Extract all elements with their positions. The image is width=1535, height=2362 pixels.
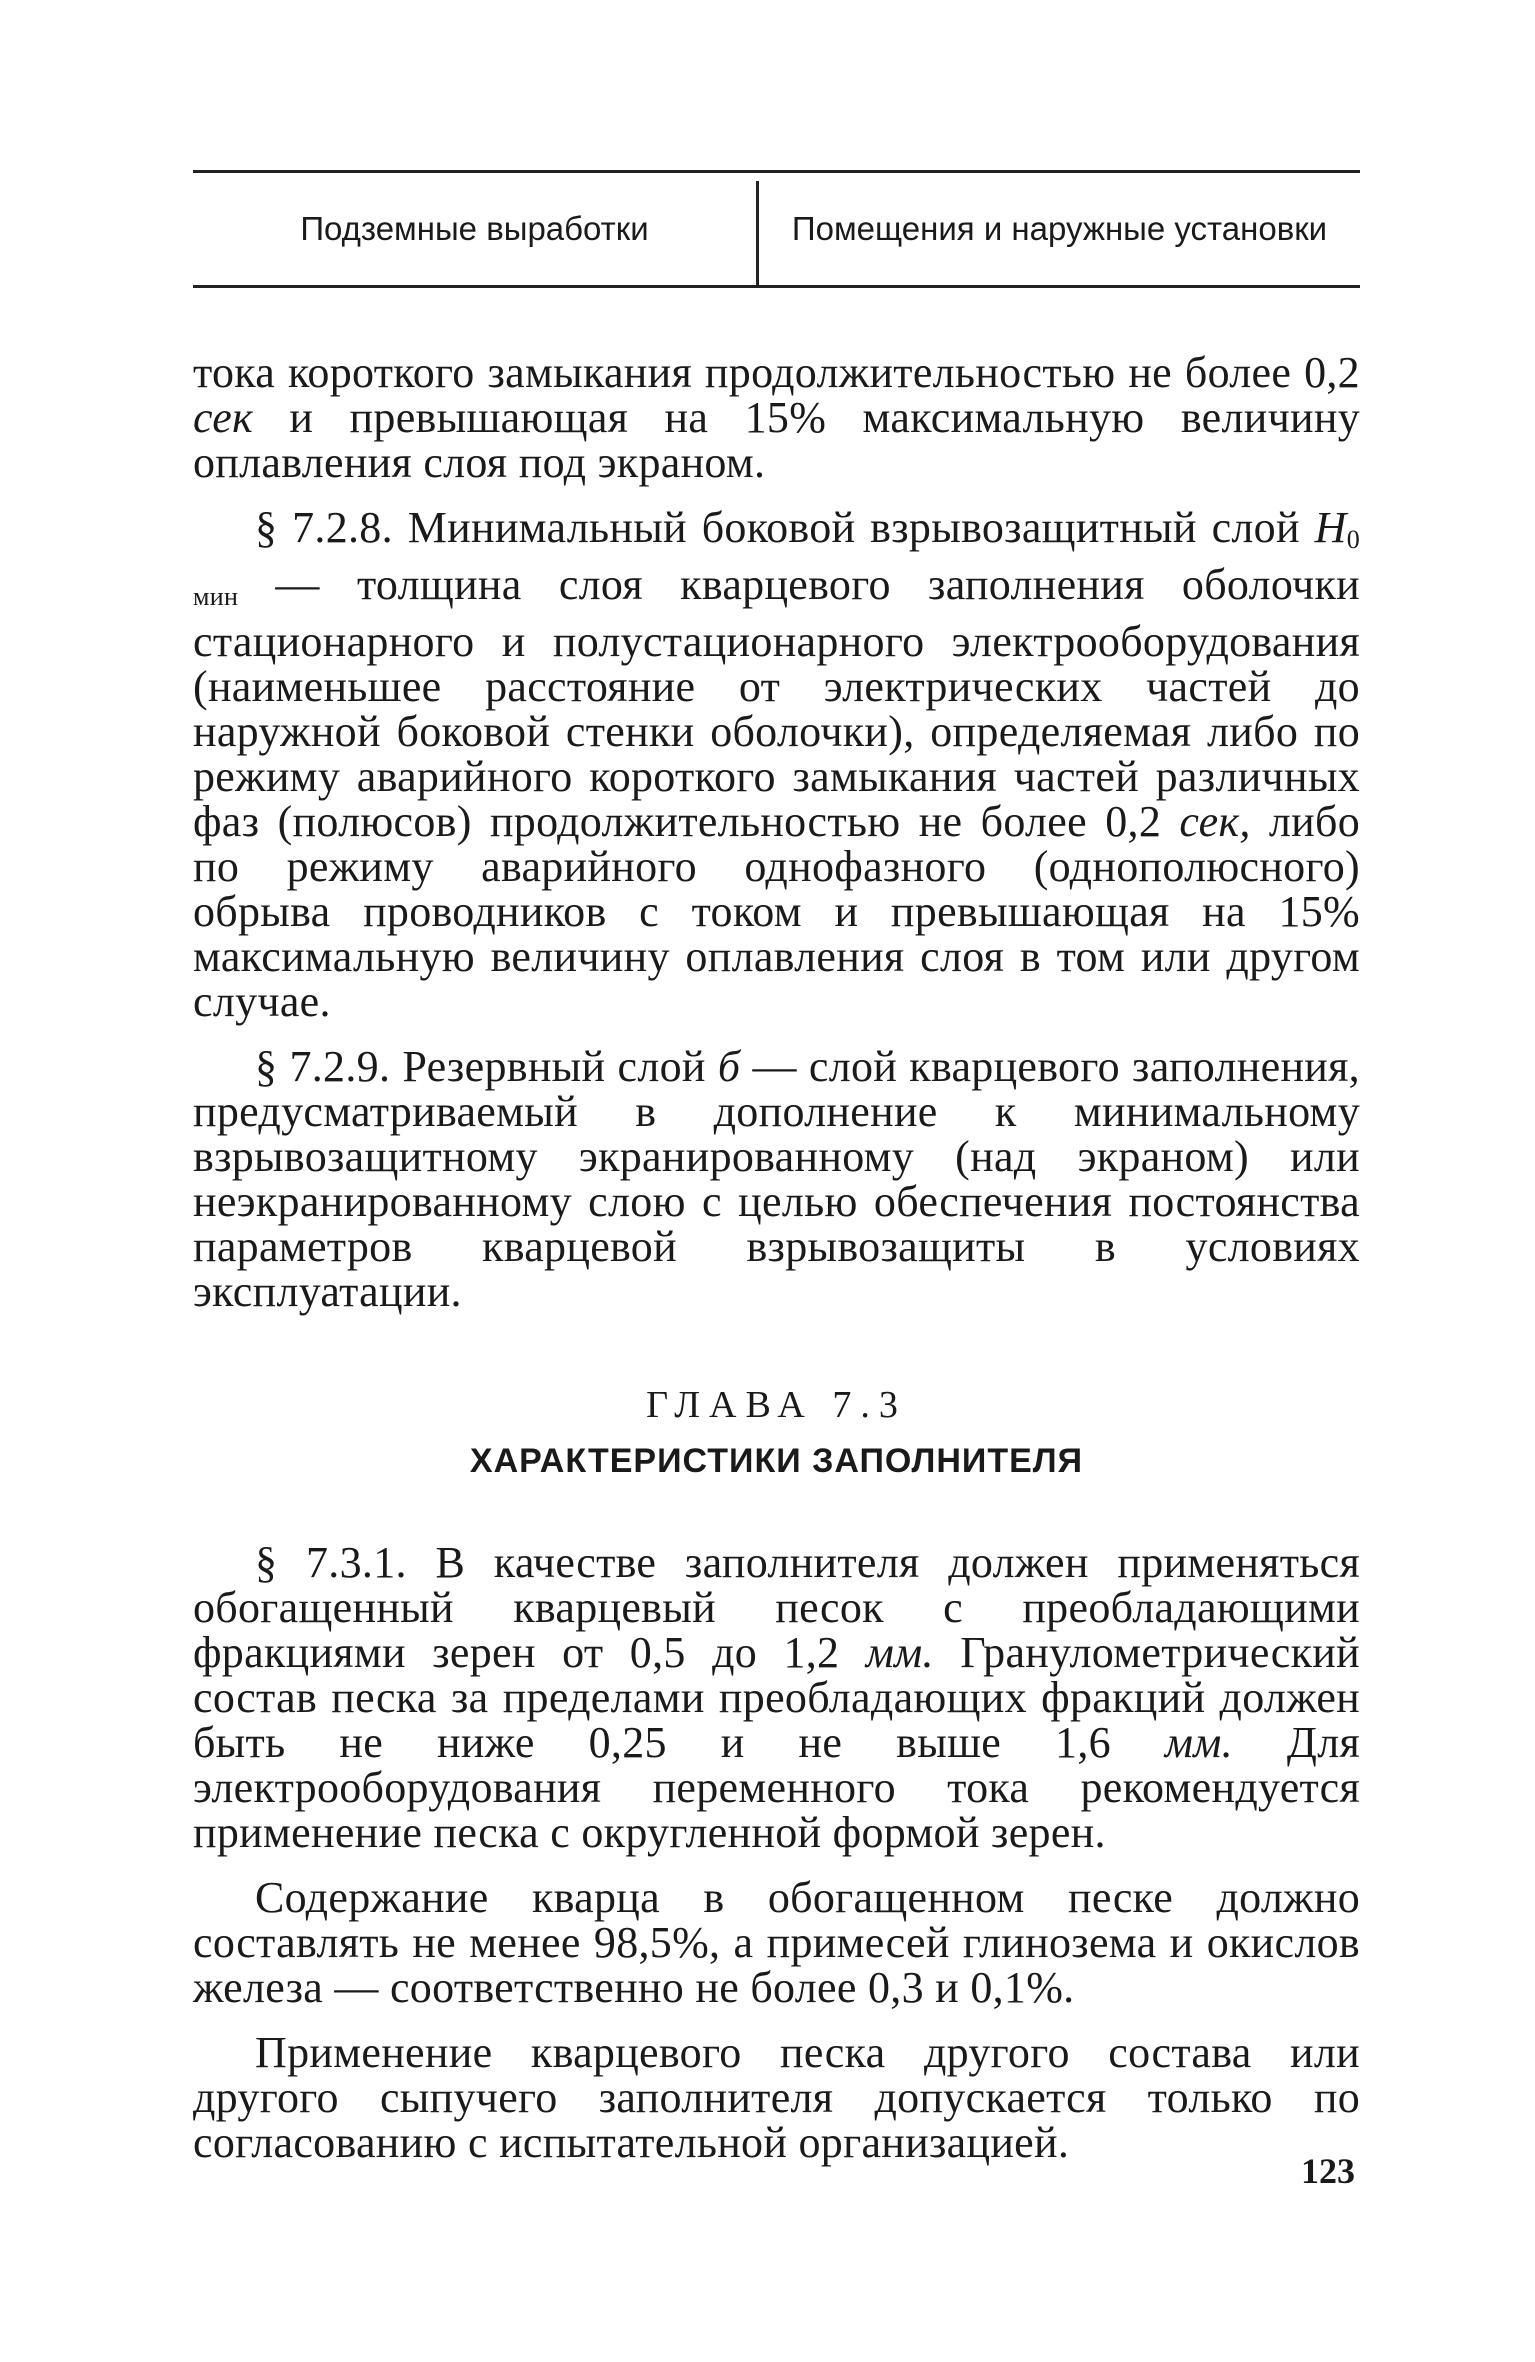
symbol-h-subscript: 0 мин xyxy=(193,525,1360,611)
paragraph-other-filler: Применение кварцевого песка другого состава или другого сыпучего заполнителя допускается только по согласованию с испытательной организацией. xyxy=(193,2028,1360,2167)
running-header-table xyxy=(193,170,1360,288)
paragraph-7-2-8: § 7.2.8. Минимальный боковой взрывозащитный слой $H_{0 мин}$ — толщина слоя кварцевого заполнения оболочки стационарного и полустационарного электрооборудования (наименьшее расстояние от электрических частей до наружной боковой стенки оболочки), определяемая либо по режиму аварийного короткого замыкания частей различных фаз (полюсов) продолжительностью не более 0,2 сек, либо по режиму аварийного однофазного (однополюсного) обрыва проводников с током и превышающая на 15% максимальную величину оплавления слоя в том или другом случае. xyxy=(193,503,1361,1026)
paragraph-7-3-1: § 7.3.1. В качестве заполнителя должен применяться обогащенный кварцевый песок с преобладающими фракциями зерен от 0,5 до 1,2 мм. Гранулометрический состав песка за пределами преобладающих фракций должен быть не ниже 0,25 и не выше 1,6 мм. Для электрооборудования переменного тока рекомендуется применение песка с округленной формой зерен. xyxy=(193,1538,1360,1857)
unit-mm-1: мм. xyxy=(865,1628,934,1677)
symbol-h: H xyxy=(1314,503,1347,552)
header-left-cell: Подземные выработки xyxy=(300,210,649,247)
unit-sec: сек xyxy=(193,393,253,442)
paragraph-7-2-9: § 7.2.9. Резервный слой б — слой кварцевого заполнения, предусматриваемый в дополнение к минимальному взрывозащитному экранированному (над экраном) или неэкранированному слою с целью обеспечения постоянства параметров кварцевой взрывозащиты в условиях эксплуатации. xyxy=(193,1042,1360,1316)
unit-sec-2: сек, xyxy=(1179,797,1251,846)
paragraph-quartz-content: Содержание кварца в обогащенном песке должно составлять не менее 98,5%, а примесей глинозема и окислов железа — соответственно не более 0,3 и 0,1%. xyxy=(193,1873,1360,2012)
unit-mm-2: мм. xyxy=(1164,1718,1233,1767)
text-block-bottom xyxy=(193,1540,1360,2165)
symbol-b: б xyxy=(717,1042,741,1091)
page-number: 123 xyxy=(1301,2151,1355,2191)
paragraph-continuation: тока короткого замыкания продолжительностью не более 0,2 сек и превышающая на 15% максимальную величину оплавления слоя под экраном. xyxy=(193,348,1360,487)
chapter-title: ХАРАКТЕРИСТИКИ ЗАПОЛНИТЕЛЯ xyxy=(469,1442,1084,1480)
header-right-cell: Помещения и наружные установки xyxy=(791,210,1328,247)
text-block-top xyxy=(193,350,1360,1314)
chapter-number: ГЛАВА 7.3 xyxy=(646,1384,907,1426)
